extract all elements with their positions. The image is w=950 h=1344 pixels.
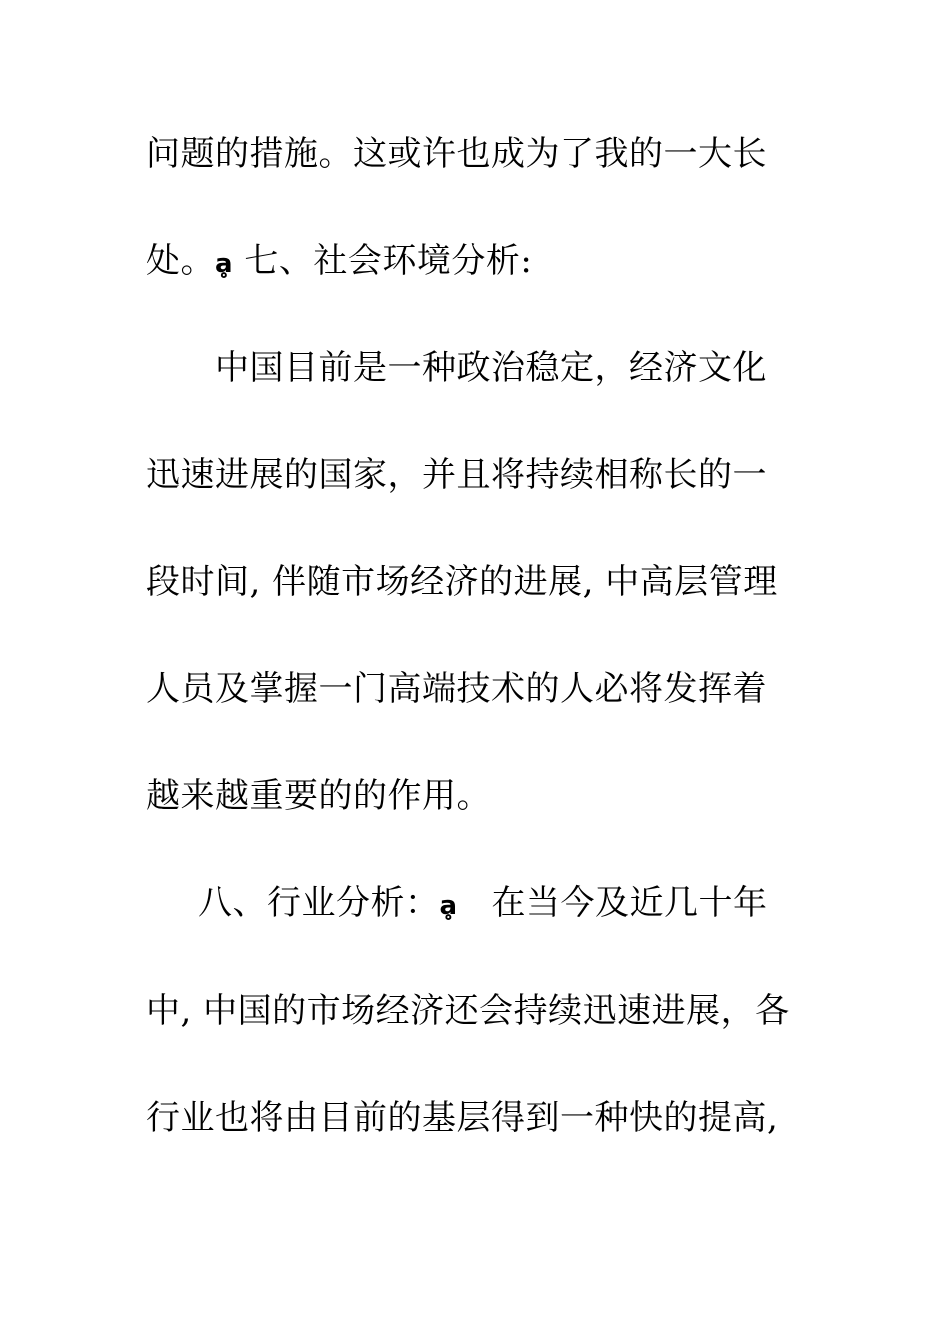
paragraph-mark-icon: ḁ	[439, 891, 458, 921]
paragraph-line-2	[146, 231, 532, 291]
paragraph-line-8	[198, 873, 767, 933]
paragraph-line-5	[146, 552, 778, 612]
paragraph-mark-icon: ḁ	[215, 249, 234, 279]
paragraph-line-9	[146, 981, 790, 1041]
line-text: 中国目前是一种政治稳定，经济文化	[215, 348, 767, 388]
paragraph-line-7	[146, 766, 491, 826]
line-text: 行业也将由目前的基层得到一种快的提高,	[146, 1098, 779, 1138]
section-heading-industry: 八、行业分析：	[198, 883, 440, 923]
section-heading-social: 七、社会环境分析:	[233, 241, 533, 281]
line-text: 问题的措施。这或许也成为了我的一大长	[146, 134, 767, 174]
line-text: 越来越重要的的作用。	[146, 776, 491, 816]
paragraph-line-3	[215, 338, 767, 398]
paragraph-line-4	[146, 445, 767, 505]
line-text: 中, 中国的市场经济还会持续迅速进展，各	[146, 991, 790, 1031]
line-text-after: 在当今及近几十年	[457, 883, 768, 923]
paragraph-line-10	[146, 1088, 778, 1148]
line-text: 迅速进展的国家，并且将持续相称长的一	[146, 455, 767, 495]
line-text-before: 处。	[146, 241, 215, 281]
paragraph-line-1	[146, 124, 767, 184]
line-text: 段时间, 伴随市场经济的进展, 中高层管理	[146, 562, 778, 602]
paragraph-line-6	[146, 659, 767, 719]
line-text: 人员及掌握一门高端技术的人必将发挥着	[146, 669, 767, 709]
